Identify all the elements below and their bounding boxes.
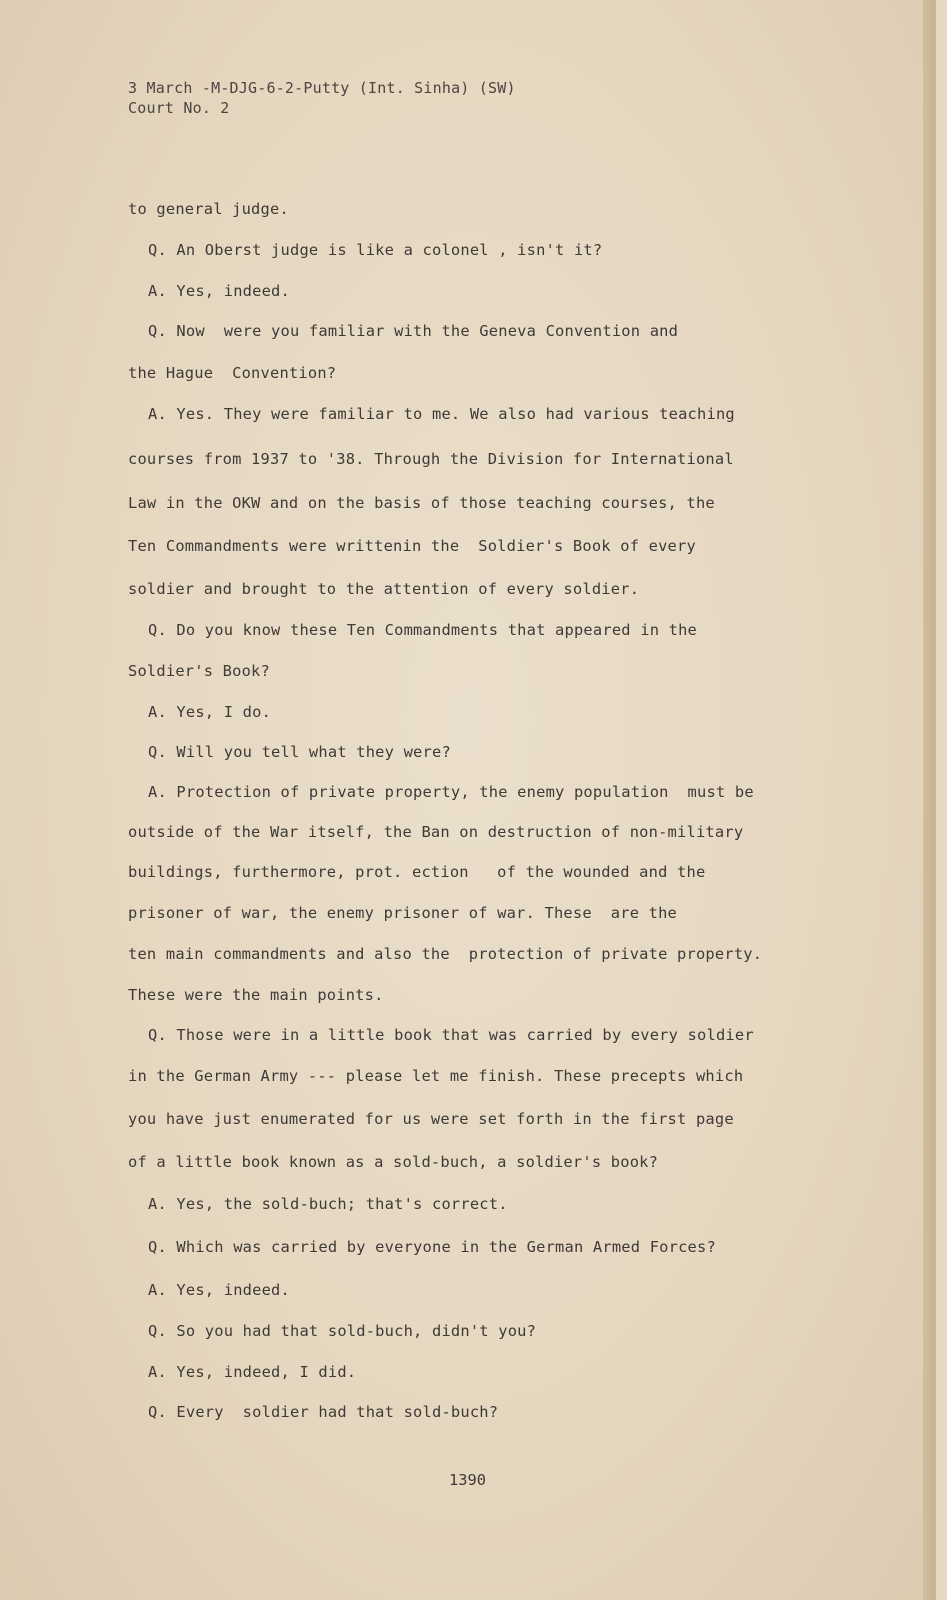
- text-line: in the German Army --- please let me finish. These precepts which: [128, 1067, 744, 1085]
- text-line: A. Yes, indeed.: [148, 282, 290, 300]
- page-edge: [923, 0, 935, 1600]
- text-line: you have just enumerated for us were set forth in the first page: [128, 1110, 734, 1128]
- text-line: of a little book known as a sold-buch, a soldier's book?: [128, 1153, 659, 1171]
- text-line: Ten Commandments were writtenin the Soldier's Book of every: [128, 537, 696, 555]
- text-line: A. Yes, I do.: [148, 703, 272, 721]
- text-line: Q. Do you know these Ten Commandments that appeared in the: [148, 621, 698, 639]
- text-line: outside of the War itself, the Ban on destruction of non-military: [128, 823, 744, 841]
- text-line: A. Yes, the sold-buch; that's correct.: [148, 1195, 508, 1213]
- text-line: Q. An Oberst judge is like a colonel , isn't it?: [148, 241, 603, 259]
- text-line: courses from 1937 to '38. Through the Division for International: [128, 450, 734, 468]
- text-line: prisoner of war, the enemy prisoner of war. These are the: [128, 904, 678, 922]
- text-line: to general judge.: [128, 200, 289, 218]
- text-line: Q. Will you tell what they were?: [148, 743, 451, 761]
- header-line-2: Court No. 2: [128, 99, 230, 117]
- text-line: Q. Now were you familiar with the Geneva Convention and: [148, 322, 679, 340]
- text-line: A. Yes, indeed.: [148, 1281, 290, 1299]
- page-number: 1390: [448, 1471, 487, 1489]
- text-line: Q. Which was carried by everyone in the German Armed Forces?: [148, 1238, 716, 1256]
- text-line: Law in the OKW and on the basis of those teaching courses, the: [128, 494, 715, 512]
- text-line: the Hague Convention?: [128, 364, 337, 382]
- text-line: A. Yes, indeed, I did.: [148, 1363, 357, 1381]
- text-line: buildings, furthermore, prot. ection of the wounded and the: [128, 863, 706, 881]
- text-line: ten main commandments and also the protection of private property.: [128, 945, 763, 963]
- text-line: soldier and brought to the attention of every soldier.: [128, 580, 640, 598]
- text-line: Q. Every soldier had that sold-buch?: [148, 1403, 499, 1421]
- text-line: A. Protection of private property, the enemy population must be: [148, 783, 754, 801]
- text-line: Q. So you had that sold-buch, didn't you?: [148, 1322, 537, 1340]
- text-line: A. Yes. They were familiar to me. We also had various teaching: [148, 405, 735, 423]
- text-line: Soldier's Book?: [128, 662, 270, 680]
- text-line: Q. Those were in a little book that was carried by every soldier: [148, 1026, 754, 1044]
- header-line-1: 3 March -M-DJG-6-2-Putty (Int. Sinha) (SW): [128, 79, 516, 97]
- text-line: These were the main points.: [128, 986, 384, 1004]
